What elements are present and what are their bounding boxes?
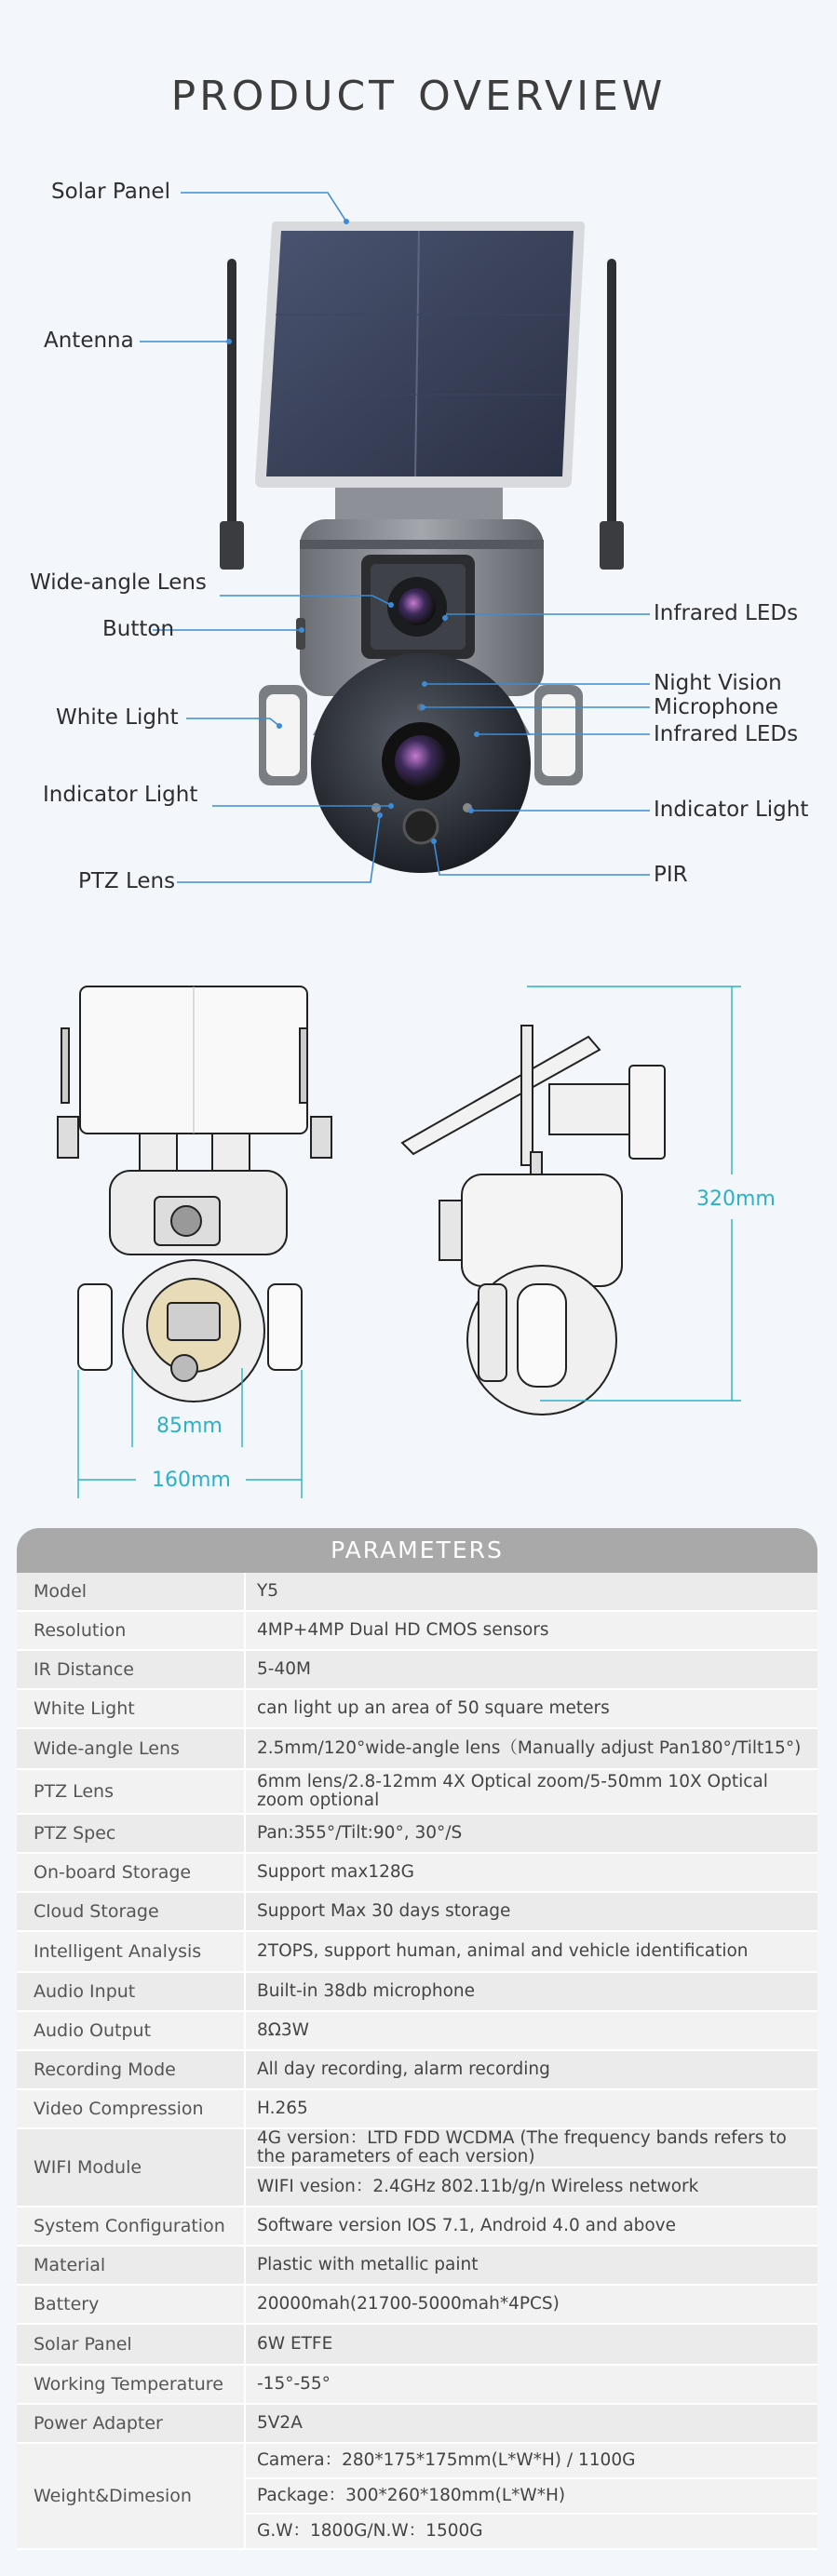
param-value: Support Max 30 days storage <box>246 1893 817 1930</box>
param-value: Camera：280*175*175mm(L*W*H) / 1100G <box>246 2444 817 2477</box>
param-values <box>246 2012 817 2049</box>
param-values <box>246 1651 817 1688</box>
param-value: Y5 <box>246 1573 817 1610</box>
param-values <box>246 2207 817 2245</box>
param-key: Material <box>17 2247 246 2284</box>
param-values <box>246 2286 817 2323</box>
param-values <box>246 1854 817 1891</box>
table-row <box>17 2405 817 2444</box>
title-word-product: PRODUCT <box>170 73 398 120</box>
param-values <box>246 1770 817 1813</box>
param-value: Plastic with metallic paint <box>246 2247 817 2284</box>
parameters-rows <box>17 1573 817 2550</box>
param-value: -15°-55° <box>246 2366 817 2403</box>
label-white-light: White Light <box>56 705 179 730</box>
camera-dome <box>311 653 531 873</box>
param-value: H.265 <box>246 2090 817 2127</box>
param-key: System Configuration <box>17 2207 246 2245</box>
param-values <box>246 2366 817 2403</box>
table-row <box>17 1651 817 1690</box>
table-row <box>17 2129 817 2207</box>
param-value: 20000mah(21700-5000mah*4PCS) <box>246 2286 817 2323</box>
param-key: IR Distance <box>17 1651 246 1688</box>
param-values <box>246 2051 817 2088</box>
table-row <box>17 2012 817 2051</box>
param-key: Cloud Storage <box>17 1893 246 1930</box>
antenna-right <box>600 259 624 570</box>
param-values <box>246 1573 817 1610</box>
label-microphone: Microphone <box>654 695 778 719</box>
param-value: 2TOPS, support human, animal and vehicle identification <box>246 1932 817 1971</box>
param-values <box>246 2247 817 2284</box>
label-wide-angle-lens: Wide-angle Lens <box>30 570 207 595</box>
table-row <box>17 2286 817 2325</box>
param-value: WIFI vesion：2.4GHz 802.11b/g/n Wireless network <box>246 2167 817 2206</box>
param-value: Pan:355°/Tilt:90°, 30°/S <box>246 1815 817 1852</box>
param-value: Package：300*260*180mm(L*W*H) <box>246 2477 817 2513</box>
param-value: 2.5mm/120°wide-angle lens（Manually adjust Pan180°/Tilt15°) <box>246 1729 817 1768</box>
param-key: Solar Panel <box>17 2325 246 2364</box>
label-button: Button <box>102 617 175 641</box>
param-key: Weight&Dimesion <box>17 2444 246 2548</box>
param-value: Software version IOS 7.1, Android 4.0 and above <box>246 2207 817 2245</box>
param-key: Working Temperature <box>17 2366 246 2403</box>
label-pir: PIR <box>654 863 688 887</box>
param-value: Built-in 38db microphone <box>246 1973 817 2010</box>
param-values <box>246 2325 817 2364</box>
table-row <box>17 1973 817 2012</box>
param-value: 6mm lens/2.8-12mm 4X Optical zoom/5-50mm 10X Optical zoom optional <box>246 1770 817 1813</box>
table-row <box>17 1854 817 1893</box>
param-value: G.W：1800G/N.W：1500G <box>246 2513 817 2548</box>
param-value: 6W ETFE <box>246 2325 817 2364</box>
antenna-left <box>220 259 244 570</box>
param-key: Recording Mode <box>17 2051 246 2088</box>
param-values <box>246 2129 817 2206</box>
side-view-drawing <box>402 1026 665 1415</box>
param-values <box>246 1893 817 1930</box>
label-ptz-lens: PTZ Lens <box>78 869 176 893</box>
param-values <box>246 1815 817 1852</box>
label-antenna: Antenna <box>44 329 134 353</box>
param-key: Wide-angle Lens <box>17 1729 246 1768</box>
param-values <box>246 1690 817 1727</box>
param-key: Battery <box>17 2286 246 2323</box>
label-solar-panel: Solar Panel <box>51 180 170 204</box>
label-night-vision: Night Vision <box>654 671 782 695</box>
table-row <box>17 1729 817 1770</box>
param-key: Audio Output <box>17 2012 246 2049</box>
white-light-left <box>259 685 307 785</box>
table-row <box>17 2444 817 2550</box>
table-row <box>17 2247 817 2286</box>
param-value: can light up an area of 50 square meters <box>246 1690 817 1727</box>
param-value: 4G version：LTD FDD WCDMA (The frequency bands refers to the parameters of each version) <box>246 2129 817 2167</box>
param-key: Model <box>17 1573 246 1610</box>
param-value: Support max128G <box>246 1854 817 1891</box>
param-key: WIFI Module <box>17 2129 246 2206</box>
param-value: 5V2A <box>246 2405 817 2442</box>
param-values <box>246 1932 817 1971</box>
param-key: Video Compression <box>17 2090 246 2127</box>
param-value: 4MP+4MP Dual HD CMOS sensors <box>246 1612 817 1649</box>
param-key: Resolution <box>17 1612 246 1649</box>
table-row <box>17 1573 817 1612</box>
table-row <box>17 2366 817 2405</box>
param-values <box>246 1729 817 1768</box>
label-indicator-light-left: Indicator Light <box>43 783 198 807</box>
table-row <box>17 2207 817 2247</box>
param-key: On-board Storage <box>17 1854 246 1891</box>
white-light-right <box>534 685 583 785</box>
param-values <box>246 2444 817 2548</box>
param-key: Intelligent Analysis <box>17 1932 246 1971</box>
table-row <box>17 1932 817 1973</box>
param-value: All day recording, alarm recording <box>246 2051 817 2088</box>
param-key: PTZ Lens <box>17 1770 246 1813</box>
param-values <box>246 1973 817 2010</box>
title-word-overview: OVERVIEW <box>418 73 667 120</box>
table-row <box>17 1612 817 1651</box>
param-key: Power Adapter <box>17 2405 246 2442</box>
dimension-height: 320mm <box>696 1187 776 1211</box>
solar-panel-graphic <box>255 221 585 525</box>
param-key: White Light <box>17 1690 246 1727</box>
label-infrared-leds-mid: Infrared LEDs <box>654 722 799 746</box>
param-values <box>246 2090 817 2127</box>
table-row <box>17 1815 817 1854</box>
param-key: Audio Input <box>17 1973 246 2010</box>
param-values <box>246 1612 817 1649</box>
dimension-outer-width: 160mm <box>152 1469 231 1492</box>
param-values <box>246 2405 817 2442</box>
param-value: 8Ω3W <box>246 2012 817 2049</box>
table-row <box>17 2325 817 2366</box>
param-value: 5-40M <box>246 1651 817 1688</box>
table-row <box>17 2051 817 2090</box>
dimension-inner-width: 85mm <box>156 1415 223 1438</box>
table-row <box>17 1690 817 1729</box>
label-indicator-light-right: Indicator Light <box>654 798 809 822</box>
table-row <box>17 2090 817 2129</box>
label-infrared-leds-top: Infrared LEDs <box>654 601 799 625</box>
parameters-title: PARAMETERS <box>17 1528 817 1573</box>
table-row <box>17 1893 817 1932</box>
table-row <box>17 1770 817 1815</box>
front-view-drawing <box>58 986 331 1402</box>
param-key: PTZ Spec <box>17 1815 246 1852</box>
parameters-table <box>17 1528 817 2550</box>
